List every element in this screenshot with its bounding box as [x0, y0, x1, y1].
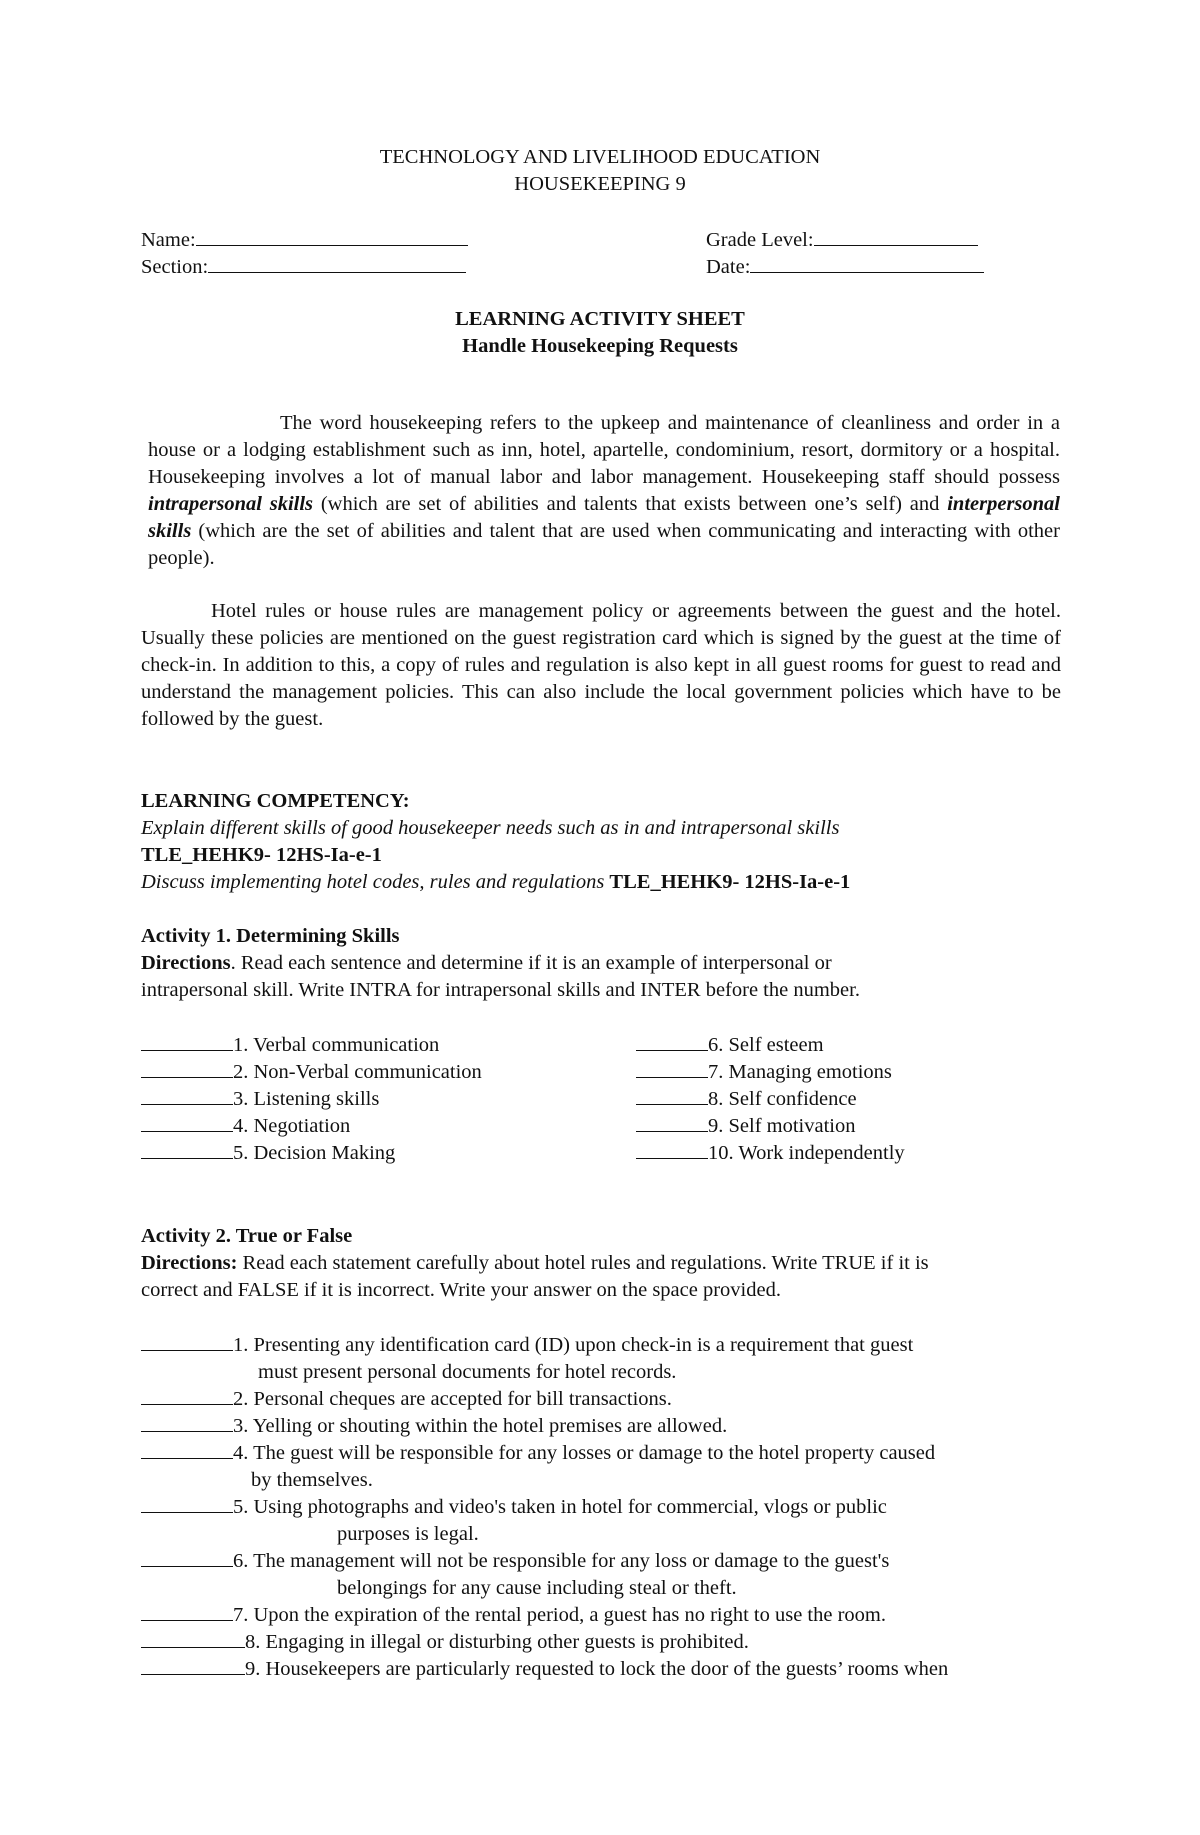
answer-blank[interactable] [141, 1085, 233, 1105]
name-label: Name: [141, 229, 196, 251]
activity-1-right-item-1 [636, 1031, 824, 1058]
activity-1-left-item-2 [141, 1058, 482, 1085]
true-false-item-1 [141, 1331, 1071, 1386]
course-title: HOUSEKEEPING 9 [514, 173, 686, 195]
answer-blank[interactable] [636, 1031, 708, 1051]
activity-1-title: Activity 1. Determining Skills [141, 925, 400, 947]
answer-blank[interactable] [141, 1412, 233, 1432]
name-field[interactable] [141, 226, 468, 254]
activity-1-right-item-2 [636, 1058, 892, 1085]
statement-text: 8. Engaging in illegal or disturbing other guests is prohibited. [245, 1631, 749, 1653]
item-text: 10. Work independently [708, 1142, 905, 1164]
answer-blank[interactable] [141, 1493, 233, 1513]
answer-blank[interactable] [636, 1139, 708, 1159]
item-text: 8. Self confidence [708, 1088, 857, 1110]
grade-level-field[interactable] [706, 226, 978, 254]
intro-p1-text-c: (which are the set of abilities and talent that are used when communicating and interacting with other people). [148, 520, 1060, 569]
activity-sheet-heading [0, 306, 1200, 360]
answer-blank[interactable] [141, 1031, 233, 1051]
intro-p1-text-b: (which are set of abilities and talents that exists between one’s self) and [313, 493, 948, 515]
answer-blank[interactable] [141, 1058, 233, 1078]
competency-2 [141, 869, 850, 896]
answer-blank[interactable] [141, 1655, 245, 1675]
statement-continuation: belongings for any cause including steal or theft. [337, 1577, 737, 1599]
intro-paragraph-1 [148, 410, 1060, 572]
activity-1-left-item-3 [141, 1085, 379, 1112]
activity-1-left-item-1 [141, 1031, 439, 1058]
item-text: 2. Non-Verbal communication [233, 1061, 482, 1083]
answer-blank[interactable] [636, 1112, 708, 1132]
name-grade-row [141, 226, 1061, 253]
true-false-item-2 [141, 1385, 1071, 1413]
grade-level-label: Grade Level: [706, 229, 814, 251]
name-blank[interactable] [196, 226, 468, 246]
true-false-item-5 [141, 1493, 1071, 1548]
statement-text: 2. Personal cheques are accepted for bill transactions. [233, 1388, 672, 1410]
answer-blank[interactable] [141, 1601, 233, 1621]
subject-title: TECHNOLOGY AND LIVELIHOOD EDUCATION [379, 146, 821, 168]
answer-blank[interactable] [636, 1085, 708, 1105]
competency-1-text: Explain different skills of good housekeeper needs such as in and intrapersonal skills [141, 817, 840, 839]
section-field[interactable] [141, 253, 466, 281]
activity-1-directions-label: Directions [141, 952, 231, 974]
section-date-row [141, 253, 1061, 280]
activity-2-directions-label: Directions: [141, 1252, 238, 1274]
date-label: Date: [706, 256, 751, 278]
activity-2-title: Activity 2. True or False [141, 1225, 353, 1247]
statement-continuation: purposes is legal. [337, 1523, 479, 1545]
activity-1-directions-text-2: intrapersonal skill. Write INTRA for intrapersonal skills and INTER before the number. [141, 979, 860, 1001]
activity-2-directions-text-2: correct and FALSE if it is incorrect. Write your answer on the space provided. [141, 1279, 781, 1301]
answer-blank[interactable] [141, 1139, 233, 1159]
date-field[interactable] [706, 253, 984, 281]
true-false-item-8 [141, 1628, 1071, 1656]
true-false-item-3 [141, 1412, 1071, 1440]
activity-1-left-item-4 [141, 1112, 350, 1139]
item-text: 3. Listening skills [233, 1088, 380, 1110]
intro-p2-text: Hotel rules or house rules are management policy or agreements between the guest and the hotel. Usually these policies are mentioned on the guest registration card which is signed by the guest at the time of check-in. In addition to this, a copy of rules and regulation is also kept in all guest rooms for guest to read and understand the management policies. This can also include the local government policies which have to be followed by the guest. [141, 600, 1061, 730]
activity-1-directions [141, 950, 832, 977]
item-text: 1. Verbal communication [233, 1034, 440, 1056]
answer-blank[interactable] [636, 1058, 708, 1078]
activity-1-left-item-5 [141, 1139, 395, 1166]
statement-text: 9. Housekeepers are particularly requested to lock the door of the guests’ rooms when [245, 1658, 949, 1680]
activity-1-right-item-4 [636, 1112, 855, 1139]
item-text: 7. Managing emotions [708, 1061, 892, 1083]
answer-blank[interactable] [141, 1385, 233, 1405]
grade-level-blank[interactable] [814, 226, 978, 246]
competency-1-code: TLE_HEHK9- 12HS-Ia-e-1 [141, 844, 382, 866]
answer-blank[interactable] [141, 1547, 233, 1567]
competency-2-text: Discuss implementing hotel codes, rules and regulations [141, 871, 605, 893]
sheet-subtitle: Handle Housekeeping Requests [462, 335, 738, 357]
item-text: 6. Self esteem [708, 1034, 824, 1056]
date-blank[interactable] [750, 253, 984, 273]
intrapersonal-term: intrapersonal skills [148, 493, 314, 515]
competency-2-code: TLE_HEHK9- 12HS-Ia-e-1 [609, 871, 851, 893]
item-text: 4. Negotiation [233, 1115, 351, 1137]
answer-blank[interactable] [141, 1439, 233, 1459]
intro-paragraph-2 [141, 598, 1061, 733]
true-false-item-7 [141, 1601, 1071, 1629]
sheet-title: LEARNING ACTIVITY SHEET [455, 308, 745, 330]
true-false-item-9 [141, 1655, 1071, 1683]
statement-text: 3. Yelling or shouting within the hotel premises are allowed. [233, 1415, 728, 1437]
activity-1-right-item-3 [636, 1085, 857, 1112]
section-blank[interactable] [208, 253, 466, 273]
item-text: 5. Decision Making [233, 1142, 396, 1164]
statement-text: 7. Upon the expiration of the rental period, a guest has no right to use the room. [233, 1604, 886, 1626]
statement-text: 4. The guest will be responsible for any losses or damage to the hotel property caused [233, 1442, 936, 1464]
interpersonal-term: interpersonal skills [148, 493, 1061, 542]
answer-blank[interactable] [141, 1628, 245, 1648]
intro-p1-text-a: The word housekeeping refers to the upkeep and maintenance of cleanliness and order in a house or a lodging establishment such as inn, hotel, apartelle, condominium, resort, dormitory or a hospital. Housekeeping involves a lot of manual labor and labor management. Housekeeping staff should possess [148, 412, 1060, 488]
item-text: 9. Self motivation [708, 1115, 856, 1137]
activity-1-directions-text-1: . Read each sentence and determine if it is an example of interpersonal or [230, 952, 832, 974]
competency-heading: LEARNING COMPETENCY: [141, 790, 410, 812]
activity-1-right-item-5 [636, 1139, 905, 1166]
statement-text: 6. The management will not be responsible for any loss or damage to the guest's [233, 1550, 890, 1572]
statement-continuation: must present personal documents for hotel records. [258, 1361, 677, 1383]
answer-blank[interactable] [141, 1331, 233, 1351]
statement-continuation: by themselves. [251, 1469, 373, 1491]
section-label: Section: [141, 256, 209, 278]
true-false-item-6 [141, 1547, 1071, 1602]
document-header [0, 144, 1200, 198]
answer-blank[interactable] [141, 1112, 233, 1132]
statement-text: 5. Using photographs and video's taken in hotel for commercial, vlogs or public [233, 1496, 887, 1518]
true-false-item-4 [141, 1439, 1071, 1494]
statement-text: 1. Presenting any identification card (ID) upon check-in is a requirement that guest [233, 1334, 914, 1356]
activity-2-directions [141, 1250, 929, 1277]
activity-2-directions-text-1: Read each statement carefully about hotel rules and regulations. Write TRUE if it is [237, 1252, 929, 1274]
